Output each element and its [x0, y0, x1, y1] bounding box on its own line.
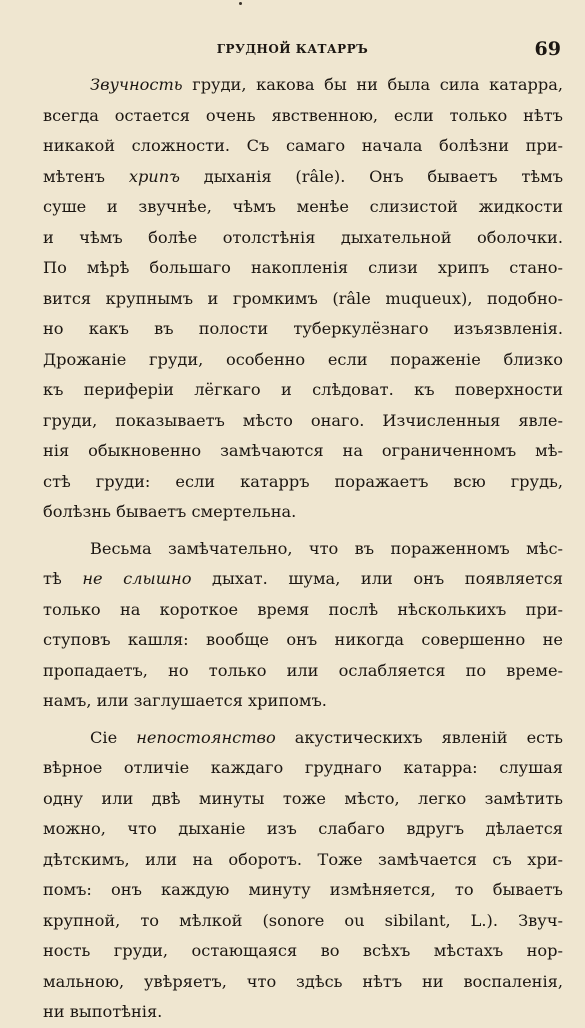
text-line — [43, 997, 563, 1028]
text-segment: Весьма замѣчательно, что въ пораженномъ мѣс- — [90, 538, 563, 558]
text-line — [43, 936, 563, 967]
text-segment: мальною, увѣряетъ, что здѣсь нѣтъ ни воспаленія, — [43, 971, 563, 991]
text-segment: пропадаетъ, но только или ослабляется по време- — [43, 660, 563, 680]
emphasized-term: Звучность — [90, 75, 183, 94]
text-line — [43, 906, 563, 937]
page-number: 69 — [534, 38, 561, 60]
page-header — [0, 38, 585, 66]
text-line — [43, 162, 563, 193]
text-line — [43, 497, 563, 528]
text-segment: акустическихъ явленій есть — [275, 727, 563, 747]
emphasized-term: не слышно — [82, 569, 192, 588]
text-segment: дѣтскимъ, или на оборотъ. Тоже замѣчается съ хри- — [43, 849, 563, 869]
text-segment: груди, показываетъ мѣсто онаго. Изчисленныя явле- — [43, 410, 563, 430]
text-segment: ступовъ кашля: вообще онъ никогда совершенно не — [43, 630, 563, 649]
paragraph — [43, 723, 563, 1028]
text-line — [43, 436, 563, 467]
emphasized-term: хрипъ — [128, 166, 180, 186]
body-text — [43, 70, 563, 1028]
paragraph — [43, 70, 563, 528]
running-title: ГРУДНОЙ КАТАРРЪ — [216, 42, 369, 56]
text-line — [43, 467, 563, 498]
text-line — [43, 625, 563, 656]
text-line — [43, 595, 563, 626]
text-line — [43, 284, 563, 315]
text-line — [43, 131, 563, 162]
text-segment: По мѣрѣ большаго накопленія слизи хрипъ стано- — [43, 258, 563, 277]
text-segment: суше и звучнѣе, чѣмъ менѣе слизистой жидкости — [43, 197, 563, 216]
text-line — [43, 967, 563, 998]
text-line — [43, 406, 563, 437]
text-line — [43, 875, 563, 906]
text-segment: болѣзнь бываетъ смертельна. — [43, 502, 297, 521]
text-line — [43, 723, 563, 754]
text-line — [43, 70, 563, 101]
emphasized-term: непостоянство — [136, 727, 276, 747]
text-line — [43, 345, 563, 376]
text-segment: Сіе — [90, 727, 137, 747]
ink-dot — [239, 2, 242, 5]
text-line — [43, 192, 563, 223]
text-segment: только на короткое время послѣ нѣсколькихъ при- — [43, 599, 563, 619]
text-segment: можно, что дыханіе изъ слабаго вдругъ дѣлается — [43, 819, 563, 838]
text-line — [43, 686, 563, 717]
text-segment: мѣтенъ — [43, 166, 129, 186]
text-line — [43, 101, 563, 132]
text-line — [43, 223, 563, 254]
text-segment: и чѣмъ болѣе отолстѣнія дыхательной оболочки. — [43, 227, 563, 247]
text-line — [43, 753, 563, 784]
text-segment: всегда остается очень явственною, если только нѣтъ — [43, 105, 563, 125]
text-segment: Дрожаніе груди, особенно если пораженіе близко — [43, 349, 563, 369]
text-segment: вится крупнымъ и громкимъ (râle muqueux), подобно- — [43, 288, 563, 308]
text-line — [43, 845, 563, 876]
text-line — [43, 564, 563, 595]
text-line — [43, 375, 563, 406]
text-segment: стѣ груди: если катарръ поражаетъ всю грудь, — [43, 471, 563, 491]
text-segment: ность груди, остающаяся во всѣхъ мѣстахъ нор- — [43, 941, 563, 960]
text-line — [43, 534, 563, 565]
text-segment: намъ, или заглушается хрипомъ. — [43, 691, 327, 710]
text-line — [43, 814, 563, 845]
text-segment: крупной, то мѣлкой (sonore ou sibilant, L.). Звуч- — [43, 910, 563, 930]
text-line — [43, 656, 563, 687]
text-segment: но какъ въ полости туберкулёзнаго изъязвленія. — [43, 319, 563, 338]
text-segment: помъ: онъ каждую минуту измѣняется, то бываетъ — [43, 880, 563, 899]
text-segment: къ периферіи лёгкаго и слѣдоват. къ поверхности — [43, 380, 563, 399]
text-segment: тѣ — [43, 569, 83, 588]
paragraph — [43, 534, 563, 717]
text-segment: дыханія (râle). Онъ бываетъ тѣмъ — [179, 166, 564, 186]
text-segment: никакой сложности. Съ самаго начала болѣзни при- — [43, 136, 563, 155]
text-segment: нія обыкновенно замѣчаются на ограниченномъ мѣ- — [43, 441, 563, 460]
text-line — [43, 314, 563, 345]
text-segment: дыхат. шума, или онъ появляется — [191, 569, 563, 588]
text-line — [43, 253, 563, 284]
text-line — [43, 784, 563, 815]
text-segment: одну или двѣ минуты тоже мѣсто, легко замѣтить — [43, 788, 563, 808]
text-segment: груди, какова бы ни была сила катарра, — [182, 75, 563, 94]
text-segment: вѣрное отличіе каждаго груднаго катарра: слушая — [43, 758, 563, 777]
text-segment: ни выпотѣнія. — [43, 1002, 163, 1021]
